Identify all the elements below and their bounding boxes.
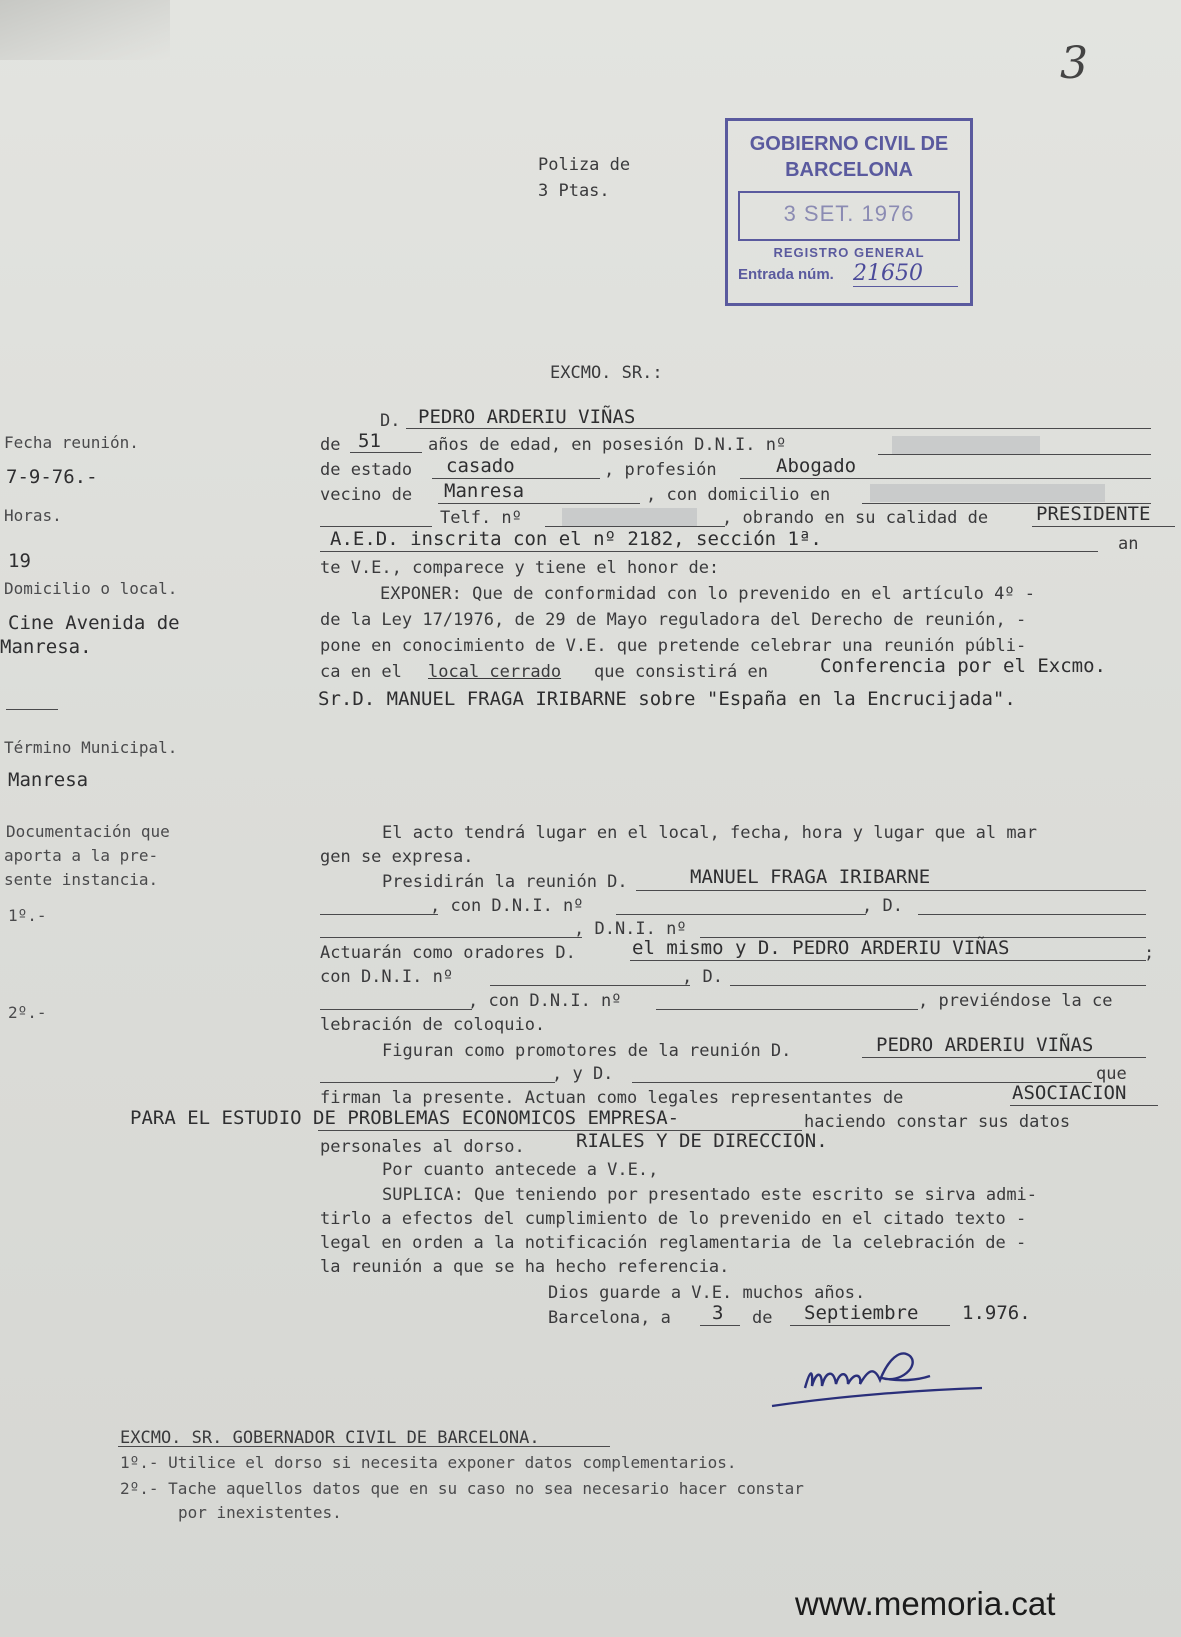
field-underline — [740, 478, 1151, 479]
stamp-entrada-label: Entrada núm. — [738, 266, 834, 283]
date-month: Septiembre — [804, 1302, 919, 1324]
presidiran-name: MANUEL FRAGA IRIBARNE — [690, 866, 931, 888]
field-underline — [320, 1082, 555, 1083]
redacted-dni — [892, 436, 1040, 454]
footer-addressee: EXCMO. SR. GOBERNADOR CIVIL DE BARCELONA. — [120, 1428, 540, 1448]
field-underline — [616, 914, 866, 915]
field-underline — [630, 960, 1146, 961]
stamp-registro: REGISTRO GENERAL — [773, 245, 925, 260]
footer-note-1: 1º.- Utilice el dorso si necesita exponer datos complementarios. — [120, 1453, 737, 1472]
field-underline — [406, 428, 1151, 429]
domicilio-label: , con domicilio en — [646, 485, 831, 505]
que-label: que — [1096, 1064, 1127, 1084]
field-underline — [320, 1009, 472, 1010]
stamp-date: 3 SET. 1976 — [783, 201, 915, 226]
margin-horas-label: Horas. — [4, 506, 62, 525]
page-number: 3 — [1060, 38, 1088, 89]
margin-doc-label-2: aporta a la pre- — [4, 846, 159, 865]
stamp-entrada-number: 21650 — [853, 261, 958, 287]
dni-label-2: , D.N.I. nº — [574, 919, 687, 939]
oradores-names: el mismo y D. PEDRO ARDERIU VIÑAS — [632, 937, 1010, 959]
margin-doc-item-2: 2º.- — [8, 1003, 47, 1022]
field-underline — [432, 478, 600, 479]
d-label-2: , D. — [682, 967, 723, 987]
field-underline — [320, 551, 1098, 552]
an-fragment: an — [1118, 534, 1139, 554]
date-de: de — [752, 1308, 773, 1328]
age-de: de — [320, 435, 341, 455]
applicant-name: PEDRO ARDERIU VIÑAS — [418, 406, 636, 428]
dni-label-3: con D.N.I. nº — [320, 967, 454, 987]
field-underline — [490, 985, 690, 986]
body-line-11c: que consistirá en — [594, 662, 768, 682]
field-underline — [438, 503, 640, 504]
body-line-13a: El acto tendrá lugar en el local, fecha, hora y lugar que al mar — [382, 823, 1038, 843]
dios-guarde: Dios guarde a V.E. muchos años. — [548, 1283, 866, 1303]
body-line-26: Por cuanto antecede a V.E., — [382, 1160, 659, 1180]
date-year: 1.976. — [962, 1302, 1031, 1324]
field-underline — [118, 1446, 610, 1447]
margin-fecha-label: Fecha reunión. — [4, 433, 139, 452]
oradores-label: Actuarán como oradores D. — [320, 943, 576, 963]
estado-label: de estado — [320, 460, 413, 480]
cargo-value: PRESIDENTE — [1036, 503, 1151, 525]
field-underline — [320, 914, 438, 915]
field-underline — [350, 452, 422, 453]
margin-domicilio-label: Domicilio o local. — [4, 579, 178, 598]
margin-doc-label-1: Documentación que — [6, 822, 170, 841]
previendose-text: , previéndose la ce — [918, 991, 1113, 1011]
y-d-label: , y D. — [552, 1064, 614, 1084]
body-line-13b: gen se expresa. — [320, 847, 474, 867]
body-line-9: de la Ley 17/1976, de 29 de Mayo reguladora del Derecho de reunión, - — [320, 610, 1027, 630]
field-underline — [918, 914, 1146, 915]
event-type: Conferencia por el Excmo. — [820, 655, 1106, 677]
suplica-line: SUPLICA: Que teniendo por presentado este escrito se sirva admi- — [382, 1185, 1038, 1205]
poliza-line-2: 3 Ptas. — [538, 181, 610, 201]
field-underline — [636, 890, 1146, 891]
age-rest: años de edad, en posesión D.N.I. nº — [428, 435, 787, 455]
vecino-value: Manresa — [444, 480, 525, 502]
salutation: EXCMO. SR.: — [550, 363, 663, 383]
handwritten-signature — [750, 1330, 990, 1420]
registry-stamp — [725, 118, 973, 306]
promotores-label: Figuran como promotores de la reunión D. — [382, 1041, 792, 1061]
body-line-25a: personales al dorso. — [320, 1137, 525, 1157]
dni-label-1: , con D.N.I. nº — [430, 896, 584, 916]
promotores-name: PEDRO ARDERIU VIÑAS — [876, 1034, 1094, 1056]
watermark: www.memoria.cat — [795, 1585, 1056, 1622]
body-line-7: te V.E., comparece y tiene el honor de: — [320, 558, 720, 578]
stamp-title — [728, 131, 970, 183]
poliza-line-1: Poliza de — [538, 155, 631, 175]
field-underline — [790, 1325, 950, 1326]
stamp-date-box — [738, 191, 960, 241]
d-label-1: , D. — [862, 896, 903, 916]
body-line-exponer: EXPONER: Que de conformidad con lo prevenido en el artículo 4º - — [380, 584, 1036, 604]
association-name-2: PARA EL ESTUDIO DE PROBLEMAS ECONOMICOS EMPRESA- — [130, 1107, 680, 1129]
telf-label: Telf. nº — [440, 508, 522, 528]
field-underline — [878, 454, 1151, 455]
vecino-label: vecino de — [320, 485, 413, 505]
event-subject: Sr.D. MANUEL FRAGA IRIBARNE sobre "España en la Encrucijada". — [318, 688, 1016, 710]
margin-domicilio-value-1: Cine Avenida de — [8, 612, 180, 634]
stamp-title-line-2: BARCELONA — [785, 159, 913, 181]
field-underline — [700, 1325, 740, 1326]
body-line-30: la reunión a que se ha hecho referencia. — [320, 1257, 730, 1277]
profesion-value: Abogado — [776, 455, 857, 477]
date-day: 3 — [712, 1302, 724, 1324]
margin-termino-label: Término Municipal. — [4, 738, 178, 757]
field-underline — [545, 526, 725, 527]
field-underline — [656, 1009, 918, 1010]
association-registration: A.E.D. inscrita con el nº 2182, sección 1ª. — [330, 528, 822, 550]
semicolon: ; — [1144, 943, 1155, 963]
redacted-telf — [562, 508, 697, 526]
field-underline — [320, 937, 582, 938]
date-place: Barcelona, a — [548, 1308, 671, 1328]
field-underline — [1032, 526, 1175, 527]
field-underline — [862, 1057, 1146, 1058]
redacted-domicilio — [870, 484, 1105, 502]
margin-horas-value: 19 — [8, 550, 31, 572]
margin-fecha-value: 7-9-76.- — [6, 466, 98, 488]
margin-doc-label-3: sente instancia. — [4, 870, 159, 889]
field-underline — [1010, 1105, 1158, 1106]
applicant-age: 51 — [358, 430, 381, 452]
margin-domicilio-value-2: Manresa. — [0, 636, 92, 658]
page-corner-shadow — [0, 0, 170, 60]
body-line-10: pone en conocimiento de V.E. que pretende celebrar una reunión públi- — [320, 636, 1027, 656]
stamp-title-line-1: GOBIERNO CIVIL DE — [749, 133, 949, 155]
body-line-23a: firman la presente. Actuan como legales representantes de — [320, 1088, 904, 1108]
margin-termino-value: Manresa — [8, 769, 89, 791]
local-type: local cerrado — [428, 662, 562, 682]
obrando-label: , obrando en su calidad de — [722, 508, 989, 528]
presidiran-label: Presidirán la reunión D. — [382, 872, 628, 892]
footer-note-2: 2º.- Tache aquellos datos que en su caso no sea necesario hacer constar — [120, 1479, 804, 1498]
association-name-1: ASOCIACION — [1012, 1082, 1127, 1104]
body-line-11a: ca en el — [320, 662, 402, 682]
profesion-label: , profesión — [604, 460, 717, 480]
estado-value: casado — [446, 455, 515, 477]
body-line-24b: haciendo constar sus datos — [804, 1112, 1071, 1132]
applicant-prefix: D. — [380, 411, 401, 431]
dni-label-4: , con D.N.I. nº — [468, 991, 622, 1011]
footer-note-2b: por inexistentes. — [178, 1503, 342, 1522]
body-line-29: legal en orden a la notificación reglamentaria de la celebración de - — [320, 1233, 1027, 1253]
association-name-3: RIALES Y DE DIRECCION. — [576, 1130, 828, 1152]
margin-divider — [6, 709, 58, 710]
body-line-20: lebración de coloquio. — [320, 1015, 546, 1035]
field-underline — [320, 526, 432, 527]
margin-doc-item-1: 1º.- — [8, 906, 47, 925]
body-line-28: tirlo a efectos del cumplimiento de lo prevenido en el citado texto - — [320, 1209, 1027, 1229]
field-underline — [730, 985, 1146, 986]
